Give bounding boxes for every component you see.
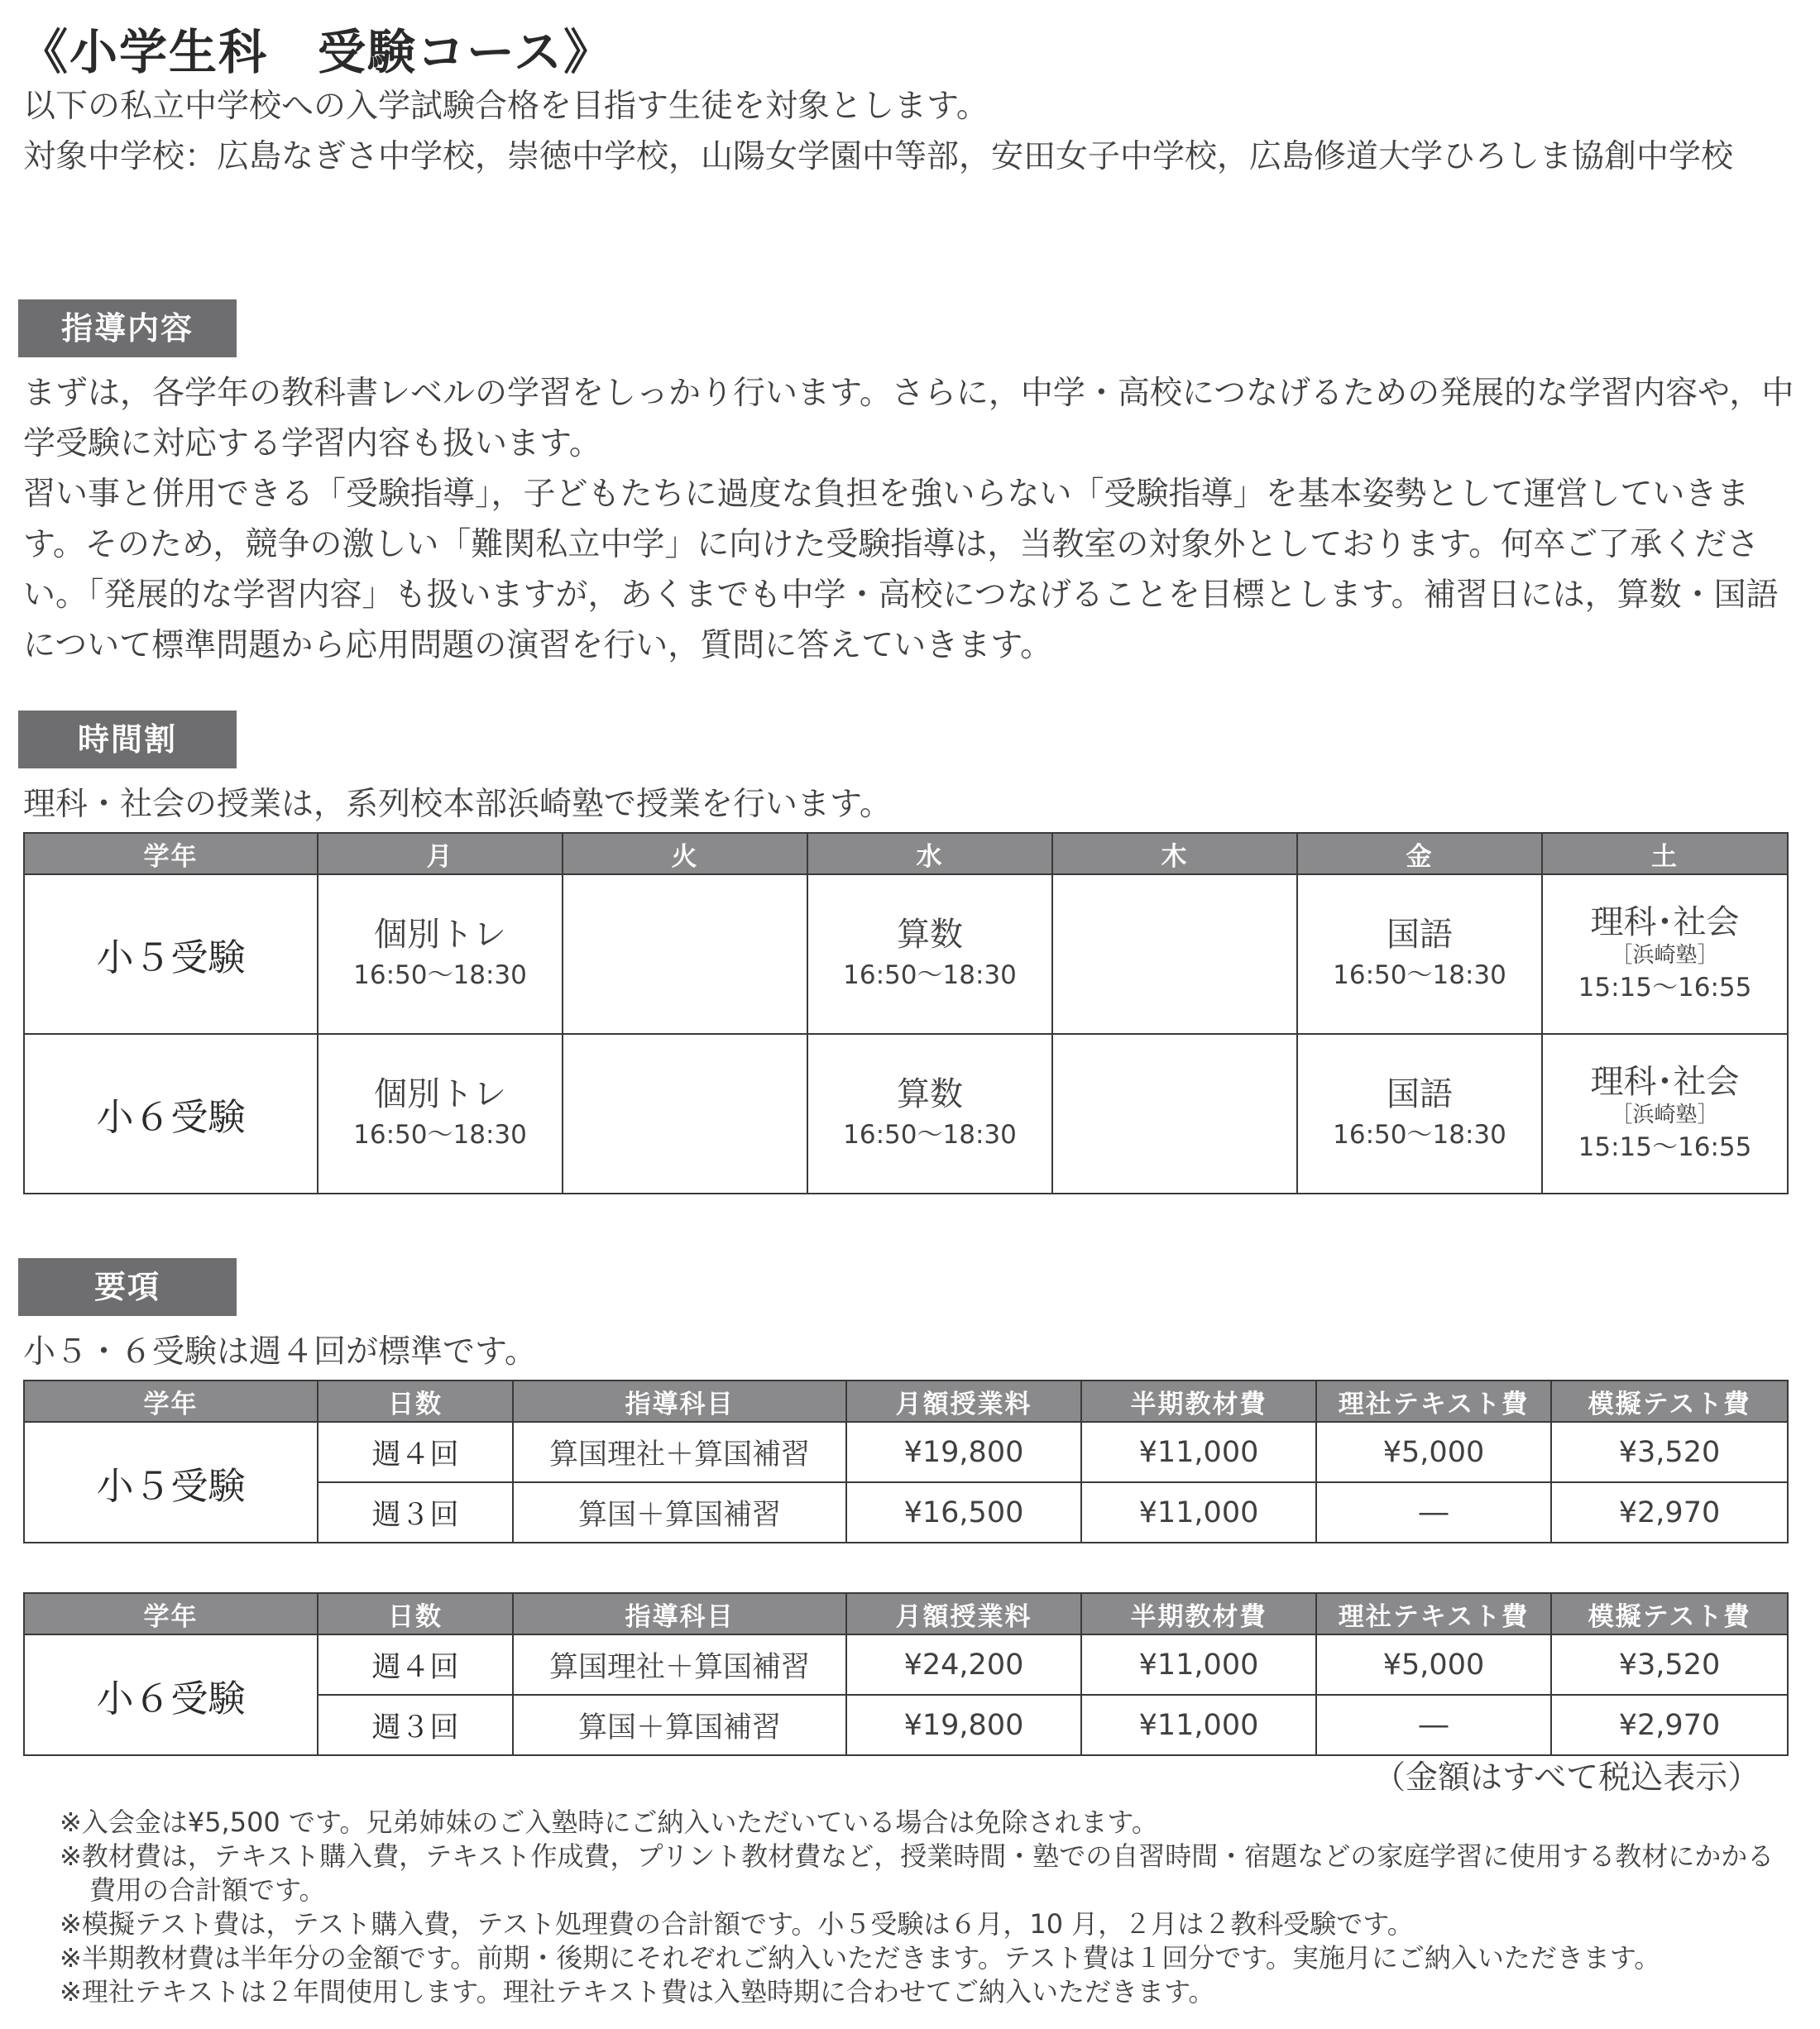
requirements-note: 小５・６受験は週４回が標準です。 [23,1333,537,1371]
section-label-guidance: 指導内容 [18,299,237,357]
subject-label: 国語 [1387,915,1453,954]
column-header: 半期教材費 [1081,1593,1316,1634]
schedule-cell [318,874,563,1034]
table-header-row [24,1593,1788,1634]
mock-test-cell: ¥2,970 [1551,1482,1788,1543]
subjects-cell: 算国理社＋算国補習 [513,1634,846,1695]
tuition-cell: ¥16,500 [846,1482,1081,1543]
schedule-table [23,832,1789,1194]
guidance-paragraph: 習い事と併用できる「受験指導」，子どもたちに過度な負担を強いらない「受験指導」を基本姿勢として運営していきます。そのため，競争の激しい「難関私立中学」に向けた受験指導は，当教室の対象外としております。何卒ご了承ください。「発展的な学習内容」も扱いますが，あくまでも中学・高校につなげることを目標とします。補習日には，算数・国語について標準問題から応用問題の演習を行い，質問に答えていきます。 [23,476,1779,664]
schedule-cell [318,1034,563,1194]
table-row [24,1034,1788,1194]
grade-cell: 小５受験 [24,1422,318,1543]
schedule-cell [807,874,1052,1034]
text-fee-cell: ― [1316,1695,1551,1755]
subjects-cell: 算国＋算国補習 [513,1482,846,1543]
table-row [24,1422,1788,1482]
table-header-row [24,1381,1788,1422]
column-header: 指導科目 [513,1381,846,1422]
footnote: ※半期教材費は半年分の金額です。前期・後期にそれぞれご納入いただきます。テスト費は１回分です。実施月にご納入いただきます。 [60,1942,1661,1974]
column-header: 月 [318,833,563,874]
days-cell: 週３回 [318,1695,513,1755]
page-title: 《小学生科 受験コース》 [20,24,614,80]
footnotes [60,1806,1797,2009]
footnote: ※教材費は，テキスト購入費，テキスト作成費，プリント教材費など，授業時間・塾での自習時間・宿題などの家庭学習に使用する教材にかかる費用の合計額です。 [60,1840,1774,1906]
footnote: ※理社テキストは２年間使用します。理社テキスト費は入塾時期に合わせてご納入いただきます。 [60,1976,1215,2007]
mock-test-cell: ¥3,520 [1551,1634,1788,1695]
table-header-row [24,833,1788,874]
table-row [24,874,1788,1034]
grade-cell: 小６受験 [24,1634,318,1755]
time-label: 16:50～18:30 [843,1119,1017,1150]
column-header: 指導科目 [513,1593,846,1634]
text-fee-cell: ¥5,000 [1316,1422,1551,1482]
intro-line: 以下の私立中学校への入学試験合格を目指す生徒を対象とします。 [23,88,989,125]
column-header: 木 [1052,833,1297,874]
column-header: 学年 [24,1381,318,1422]
schedule-cell-empty [563,1034,807,1194]
column-header: 水 [807,833,1052,874]
grade-cell: 小５受験 [24,874,318,1034]
tax-note: （金額はすべて税込表示） [1373,1759,1760,1797]
tuition-cell: ¥24,200 [846,1634,1081,1695]
text-fee-cell: ¥5,000 [1316,1634,1551,1695]
guidance-paragraph: まずは，各学年の教科書レベルの学習をしっかり行います。さらに，中学・高校につなげるための発展的な学習内容や，中学受験に対応する学習内容も扱います。 [23,375,1794,462]
column-header: 日数 [318,1593,513,1634]
schedule-cell [1542,874,1788,1034]
days-cell: 週３回 [318,1482,513,1543]
subject-label: 個別トレ [374,915,506,954]
column-header: 土 [1542,833,1788,874]
subjects-cell: 算国＋算国補習 [513,1695,846,1755]
materials-cell: ¥11,000 [1081,1695,1316,1755]
schedule-cell-empty [1052,874,1297,1034]
fee-table-grade6 [23,1592,1789,1756]
subject-label: 個別トレ [374,1074,506,1113]
column-header: 理社テキスト費 [1316,1593,1551,1634]
time-label: 15:15～16:55 [1578,972,1752,1003]
time-label: 16:50～18:30 [1333,1119,1506,1150]
materials-cell: ¥11,000 [1081,1422,1316,1482]
column-header: 火 [563,833,807,874]
time-label: 16:50～18:30 [1333,959,1506,990]
target-schools: 対象中学校：広島なぎさ中学校，崇徳中学校，山陽女学園中等部，安田女子中学校，広島修道大学ひろしま協創中学校 [23,138,1734,175]
subject-label: 算数 [897,915,963,954]
column-header: 模擬テスト費 [1551,1381,1788,1422]
materials-cell: ¥11,000 [1081,1634,1316,1695]
days-cell: 週４回 [318,1422,513,1482]
time-label: 16:50～18:30 [843,959,1017,990]
subjects-cell: 算国理社＋算国補習 [513,1422,846,1482]
subject-label: 国語 [1387,1074,1453,1113]
column-header: 学年 [24,833,318,874]
column-header: 日数 [318,1381,513,1422]
section-label-schedule: 時間割 [18,711,237,768]
schedule-cell [1297,1034,1542,1194]
section-label-requirements: 要項 [18,1258,237,1316]
days-cell: 週４回 [318,1634,513,1695]
column-header: 半期教材費 [1081,1381,1316,1422]
time-label: 16:50～18:30 [353,1119,527,1150]
column-header: 金 [1297,833,1542,874]
schedule-note: 理科・社会の授業は，系列校本部浜崎塾で授業を行います。 [23,786,892,823]
tuition-cell: ¥19,800 [846,1695,1081,1755]
time-label: 15:15～16:55 [1578,1132,1752,1162]
intro [23,81,1802,182]
tuition-cell: ¥19,800 [846,1422,1081,1482]
column-header: 理社テキスト費 [1316,1381,1551,1422]
subject-label: 理科･社会 [1590,1062,1740,1101]
subject-label: 理科･社会 [1590,902,1740,941]
schedule-cell [1542,1034,1788,1194]
schedule-cell-empty [563,874,807,1034]
footnote: ※入会金は¥5,500 です。兄弟姉妹のご入塾時にご納入いただいている場合は免除されます。 [60,1806,1158,1838]
materials-cell: ¥11,000 [1081,1482,1316,1543]
subject-label: 算数 [897,1074,963,1113]
text-fee-cell: ― [1316,1482,1551,1543]
table-row [24,1634,1788,1695]
schedule-cell-empty [1052,1034,1297,1194]
guidance-text [23,368,1802,671]
footnote: ※模擬テスト費は，テスト購入費，テスト処理費の合計額です。小５受験は６月，10 月，２月は２教科受験です。 [60,1908,1414,1940]
column-header: 月額授業料 [846,1381,1081,1422]
schedule-cell [1297,874,1542,1034]
column-header: 模擬テスト費 [1551,1593,1788,1634]
column-header: 学年 [24,1593,318,1634]
grade-cell: 小６受験 [24,1034,318,1194]
mock-test-cell: ¥3,520 [1551,1422,1788,1482]
time-label: 16:50～18:30 [353,959,527,990]
schedule-cell [807,1034,1052,1194]
fee-table-grade5 [23,1380,1789,1543]
column-header: 月額授業料 [846,1593,1081,1634]
place-label: ［浜崎塾］ [1611,942,1719,968]
place-label: ［浜崎塾］ [1611,1102,1719,1127]
mock-test-cell: ¥2,970 [1551,1695,1788,1755]
